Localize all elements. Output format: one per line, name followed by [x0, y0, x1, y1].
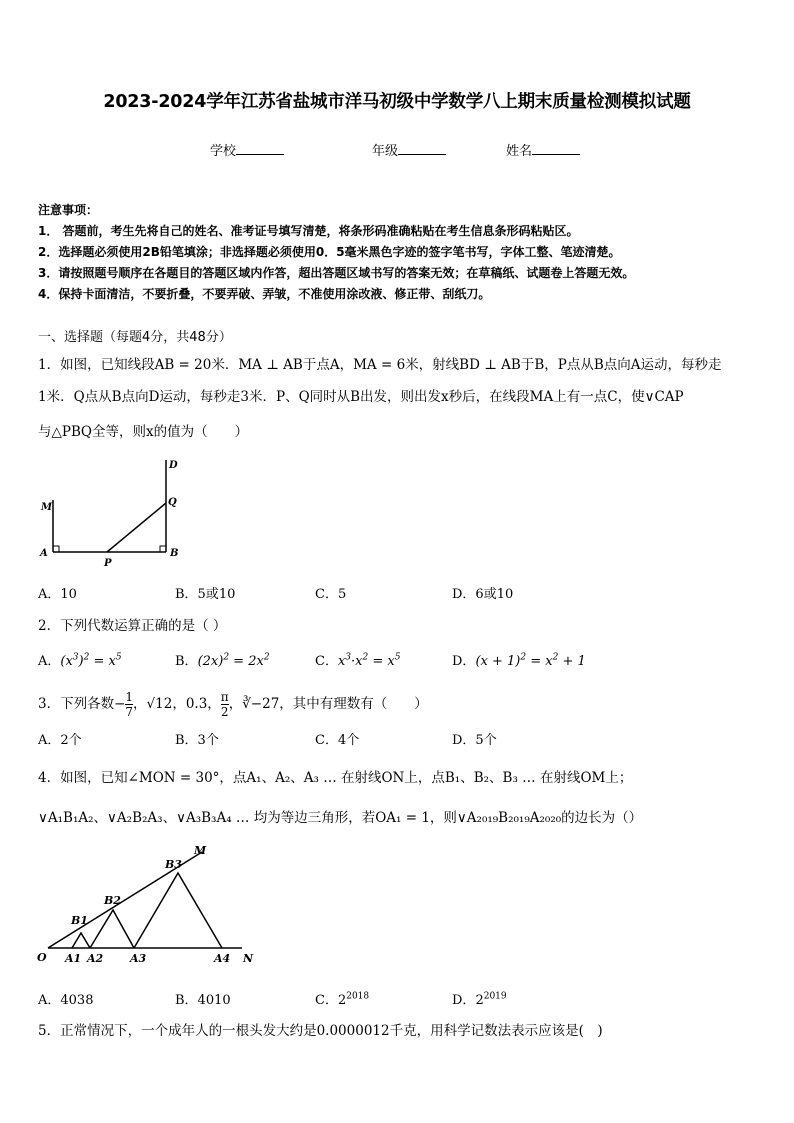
q3-option-c[interactable]: C．4个: [315, 733, 360, 748]
q1-option-a[interactable]: A．10: [38, 587, 77, 602]
fig-label: B: [170, 548, 179, 559]
q3-option-d[interactable]: D．5个: [452, 733, 497, 748]
fig-label: B1: [71, 914, 88, 927]
fig-label: B3: [165, 858, 182, 871]
notes-block: [38, 200, 634, 305]
q2-option-c[interactable]: C．$x^3\cdot x^2 = x^5$: [315, 652, 401, 669]
note-item: 4．保持卡面清洁，不要折叠，不要弄破、弄皱，不准使用涂改液、修正带、刮纸刀。: [38, 287, 491, 301]
fig-label: A1: [65, 952, 82, 965]
fig-label: O: [37, 951, 47, 964]
school-field: 学校: [210, 140, 284, 159]
fig-label: B2: [104, 894, 121, 907]
fig-label: A: [40, 548, 48, 559]
fig-label: M: [194, 844, 207, 857]
q4-line1: 4．如图，已知∠MON = 30°，点A₁、A₂、A₃ … 在射线ON上，点B₁、B₂、B₃ … 在射线OM上；: [38, 770, 633, 786]
q3-option-b[interactable]: B．3个: [175, 733, 219, 748]
q3-stem: 3．下列各数− $\frac{1}{7}$ ，√12，0.3， $\frac{\pi}{2}$ ，∛−27，其中有理数有（ ）: [38, 690, 428, 719]
fig-label: A2: [87, 952, 104, 965]
q2-option-b[interactable]: B．$(2x)^2 = 2x^2$: [175, 652, 270, 669]
grade-field: 年级: [372, 140, 446, 159]
fig-label: M: [41, 502, 53, 513]
q4-option-d[interactable]: D．$2^{2019}$: [452, 991, 507, 1008]
fig-label: P: [104, 558, 112, 569]
q2-stem: 2．下列代数运算正确的是（ ）: [38, 618, 227, 634]
q4-line2: ∨A₁B₁A₂、∨A₂B₂A₃、∨A₃B₃A₄ … 均为等边三角形，若OA₁ = 1，则∨A₂₀₁₉B₂₀₁₉A₂₀₂₀的边长为（）: [38, 810, 643, 826]
q1-line2: 1米．Q点从B点向D运动，每秒走3米．P、Q同时从B出发，则出发x秒后，在线段MA上有一点C，使∨CAP: [38, 389, 684, 405]
section-heading: 一、选择题（每题4分，共48分）: [38, 330, 232, 345]
q1-line1: 1．如图，已知线段AB = 20米．MA ⊥ AB于点A，MA = 6米，射线BD ⊥ AB于B，P点从B点向A运动，每秒走: [38, 357, 722, 373]
fig-label: N: [243, 952, 254, 965]
q1-figure: [36, 455, 186, 570]
q3-option-a[interactable]: A．2个: [38, 733, 82, 748]
fig-label: A3: [130, 952, 147, 965]
q1-option-c[interactable]: C．5: [315, 587, 347, 602]
notes-heading: 注意事项：: [38, 203, 99, 217]
q4-option-b[interactable]: B．4010: [175, 993, 231, 1008]
q5-stem: 5．正常情况下，一个成年人的一根头发大约是0.0000012千克，用科学记数法表示应该是( ): [38, 1023, 603, 1039]
note-item: 2．选择题必须使用2B铅笔填涂；非选择题必须使用0．5毫米黑色字迹的签字笔书写，字体工整、笔迹清楚。: [38, 245, 621, 259]
q2-option-d[interactable]: D．$(x + 1)^2 = x^2 + 1$: [452, 652, 586, 669]
q4-figure: [34, 838, 264, 970]
fig-label: D: [169, 460, 178, 471]
fig-label: Q: [168, 497, 177, 508]
note-item: 1． 答题前，考生先将自己的姓名、准考证号填写清楚，将条形码准确粘贴在考生信息条形码粘贴区。: [38, 224, 579, 238]
q1-option-b[interactable]: B．5或10: [175, 587, 236, 602]
q1-option-d[interactable]: D．6或10: [452, 587, 514, 602]
note-item: 3．请按照题号顺序在各题目的答题区域内作答，超出答题区域书写的答案无效；在草稿纸、试题卷上答题无效。: [38, 266, 635, 280]
name-field: 姓名: [506, 140, 580, 159]
q2-option-a[interactable]: A．$(x^3)^2 = x^5$: [38, 652, 122, 669]
q4-option-a[interactable]: A．4038: [38, 993, 94, 1008]
page-title: 2023-2024学年江苏省盐城市洋马初级中学数学八上期末质量检测模拟试题: [103, 92, 691, 112]
q1-line3: 与△PBQ全等，则x的值为（ ）: [38, 424, 249, 440]
q4-option-c[interactable]: C．$2^{2018}$: [315, 991, 370, 1008]
fig-label: A4: [214, 952, 231, 965]
